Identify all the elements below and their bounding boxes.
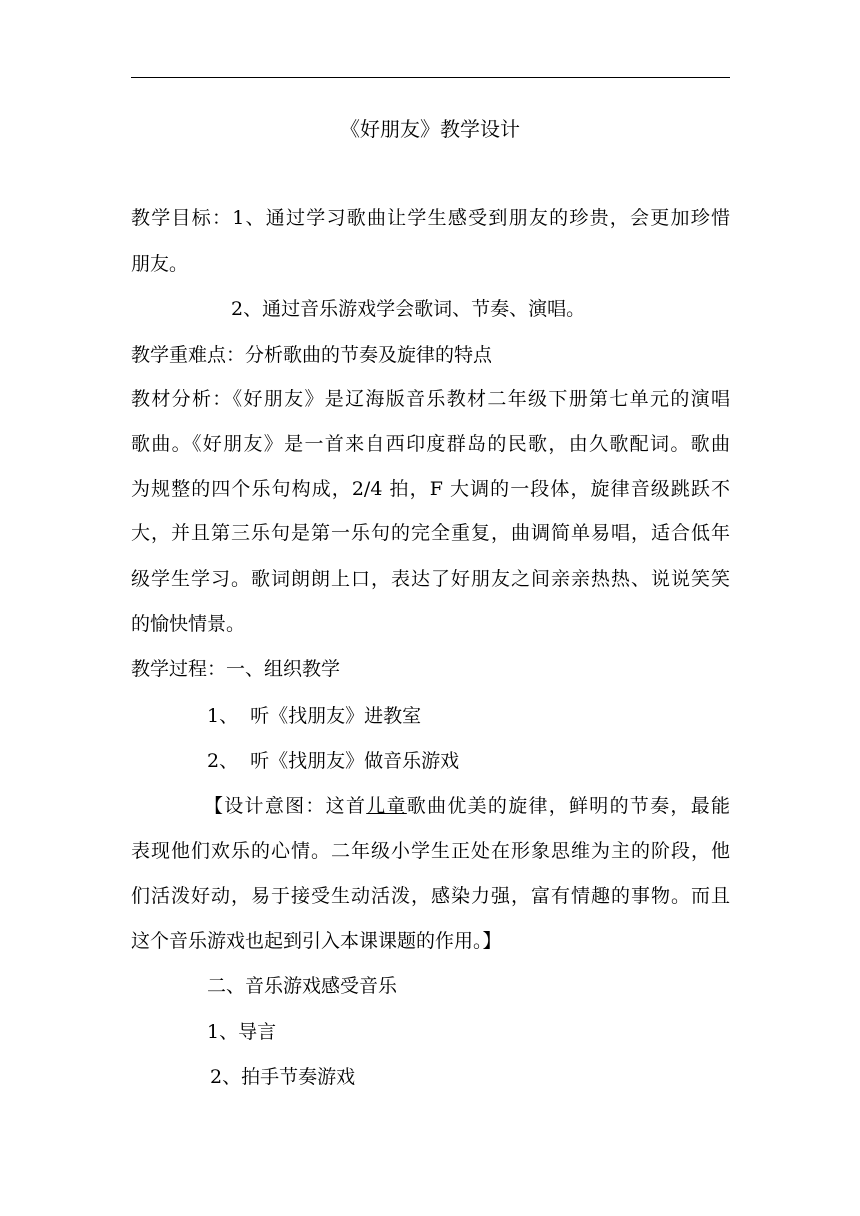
analysis-line-6: 的愉快情景。 [131,613,246,635]
analysis-line-4: 大，并且第三乐句是第一乐句的完全重复，曲调简单易唱，适合低年 [131,522,730,544]
objectives-line-2: 朋友。 [131,253,189,275]
process-step-2: 2、 听《找朋友》做音乐游戏 [207,750,460,772]
section2-item-2: 2、拍手节奏游戏 [210,1066,356,1088]
section2-item-1: 1、导言 [207,1021,277,1043]
objectives-line-1: 教学目标：1、通过学习歌曲让学生感受到朋友的珍贵，会更加珍惜 [131,207,730,229]
design-intent-line-2: 表现他们欢乐的心情。二年级小学生正处在形象思维为主的阶段，他 [131,840,730,862]
analysis-line-5: 级学生学习。歌词朗朗上口，表达了好朋友之间亲亲热热、说说笑笑 [131,568,730,590]
analysis-line-1: 教材分析：《好朋友》是辽海版音乐教材二年级下册第七单元的演唱 [131,388,730,410]
design-intent-prefix: 【设计意图：这首 [204,795,367,817]
header-rule [131,77,730,78]
analysis-line-2: 歌曲。《好朋友》是一首来自西印度群岛的民歌，由久歌配词。歌曲 [131,433,730,455]
analysis-line-3: 为规整的四个乐句构成，2/4 拍，F 大调的一段体，旋律音级跳跃不 [131,478,730,500]
design-intent-line-1 [204,793,730,819]
process-step-1: 1、 听《找朋友》进教室 [207,705,422,727]
objectives-line-3: 2、通过音乐游戏学会歌词、节奏、演唱。 [231,298,586,320]
key-points: 教学重难点：分析歌曲的节奏及旋律的特点 [131,344,493,366]
page-title: 《好朋友》教学设计 [340,117,520,141]
process-heading: 教学过程：一、组织教学 [131,658,341,680]
design-intent-underlined-word: 儿童 [366,795,407,817]
design-intent-suffix: 歌曲优美的旋律，鲜明的节奏，最能 [406,795,730,817]
design-intent-line-4: 这个音乐游戏也起到引入本课课题的作用。】 [131,930,502,952]
design-intent-line-3: 们活泼好动，易于接受生动活泼，感染力强，富有情趣的事物。而且 [131,885,730,907]
section2-heading: 二、音乐游戏感受音乐 [207,975,398,997]
